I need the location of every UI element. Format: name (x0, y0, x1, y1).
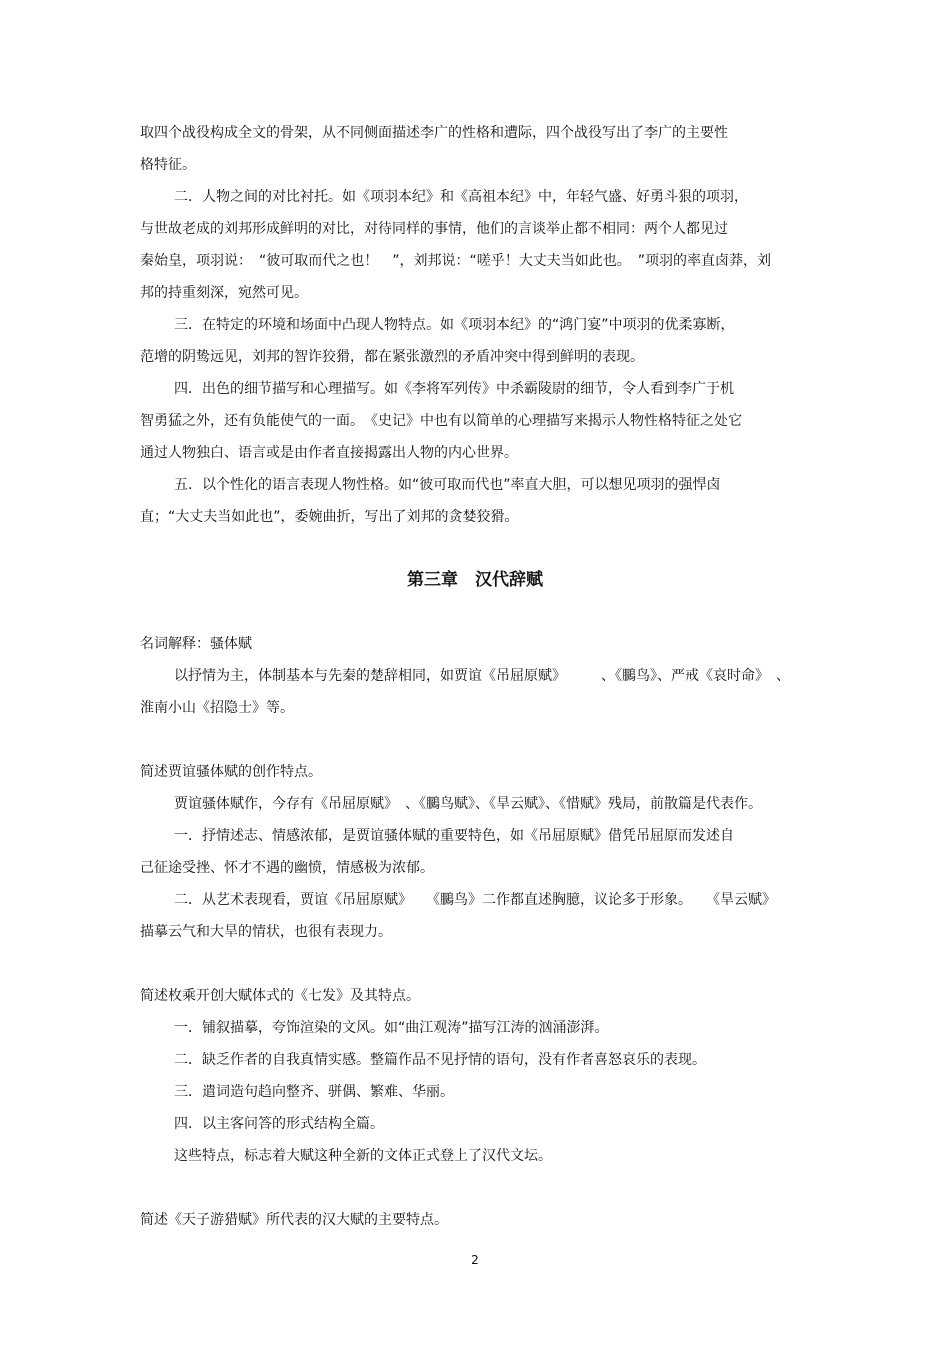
answer-line: 这些特点，标志着大赋这种全新的文体正式登上了汉代文坛。 (174, 1148, 552, 1164)
page-number: 2 (471, 1253, 479, 1267)
answer-line: 以抒情为主，体制基本与先秦的楚辞相同，如贾谊《吊屈原赋》 、《鵩鸟》、严戒《哀时命》 、 (174, 668, 790, 684)
answer-line: 二．从艺术表现看，贾谊《吊屈原赋》 《鵩鸟》二作都直述胸臆，议论多于形象。 《旱云赋》 (174, 892, 776, 908)
answer-line: 二．缺乏作者的自我真情实感。整篇作品不见抒情的语句，没有作者喜怒哀乐的表现。 (174, 1052, 706, 1068)
body-line: 范增的阴鸷远见，刘邦的智诈狡猾，都在紧张激烈的矛盾冲突中得到鲜明的表现。 (140, 349, 644, 365)
body-line: 四．出色的细节描写和心理描写。如《李将军列传》中杀霸陵尉的细节，令人看到李广于机 (174, 381, 734, 397)
answer-line: 己征途受挫、怀才不遇的幽愤，情感极为浓郁。 (140, 860, 434, 876)
body-line: 格特征。 (140, 157, 196, 173)
body-line: 与世故老成的刘邦形成鲜明的对比，对待同样的事情，他们的言谈举止都不相同：两个人都见过 (140, 221, 728, 237)
chapter-title: 第三章 汉代辞赋 (407, 570, 543, 590)
body-line: 五．以个性化的语言表现人物性格。如“彼可取而代也”率直大胆，可以想见项羽的强悍卤 (174, 477, 721, 493)
question-heading: 简述《天子游猎赋》所代表的汉大赋的主要特点。 (140, 1212, 448, 1228)
body-line: 三．在特定的环境和场面中凸现人物特点。如《项羽本纪》的“鸿门宴”中项羽的优柔寡断， (174, 317, 735, 333)
question-heading: 名词解释：骚体赋 (140, 636, 252, 652)
body-line: 秦始皇，项羽说： “彼可取而代之也！ ”，刘邦说：“嗟乎！大丈夫当如此也。 ”项羽的率直卤莽，刘 (140, 253, 772, 269)
body-line: 智勇猛之外，还有负能使气的一面。 《史记》中也有以简单的心理描写来揭示人物性格特征之处它 (140, 413, 742, 429)
body-line: 直；“大丈夫当如此也”，委婉曲折，写出了刘邦的贪婪狡猾。 (140, 509, 519, 525)
answer-line: 三．遣词造句趋向整齐、骈偶、繁难、华丽。 (174, 1084, 454, 1100)
answer-line: 四．以主客问答的形式结构全篇。 (174, 1116, 384, 1132)
body-line: 二．人物之间的对比衬托。如《项羽本纪》和《高祖本纪》中，年轻气盛、好勇斗狠的项羽， (174, 189, 748, 205)
body-line: 邦的持重刻深，宛然可见。 (140, 285, 308, 301)
answer-line: 描摹云气和大旱的情状，也很有表现力。 (140, 924, 392, 940)
answer-line: 淮南小山《招隐士》等。 (140, 700, 294, 716)
body-line: 通过人物独白、语言或是由作者直接揭露出人物的内心世界。 (140, 445, 518, 461)
answer-line: 一．铺叙描摹，夸饰渲染的文风。如“曲江观涛”描写江涛的汹涌澎湃。 (174, 1020, 609, 1036)
question-heading: 简述贾谊骚体赋的创作特点。 (140, 764, 322, 780)
answer-line: 贾谊骚体赋作，今存有《吊屈原赋》 、《鵩鸟赋》、《旱云赋》、《惜赋》残局，前散篇是代表作。 (174, 796, 762, 812)
body-line: 取四个战役构成全文的骨架，从不同侧面描述李广的性格和遭际，四个战役写出了李广的主要性 (140, 125, 728, 141)
question-heading: 简述枚乘开创大赋体式的《七发》及其特点。 (140, 988, 420, 1004)
answer-line: 一．抒情述志、情感浓郁，是贾谊骚体赋的重要特色，如《吊屈原赋》借凭吊屈原而发述自 (174, 828, 734, 844)
